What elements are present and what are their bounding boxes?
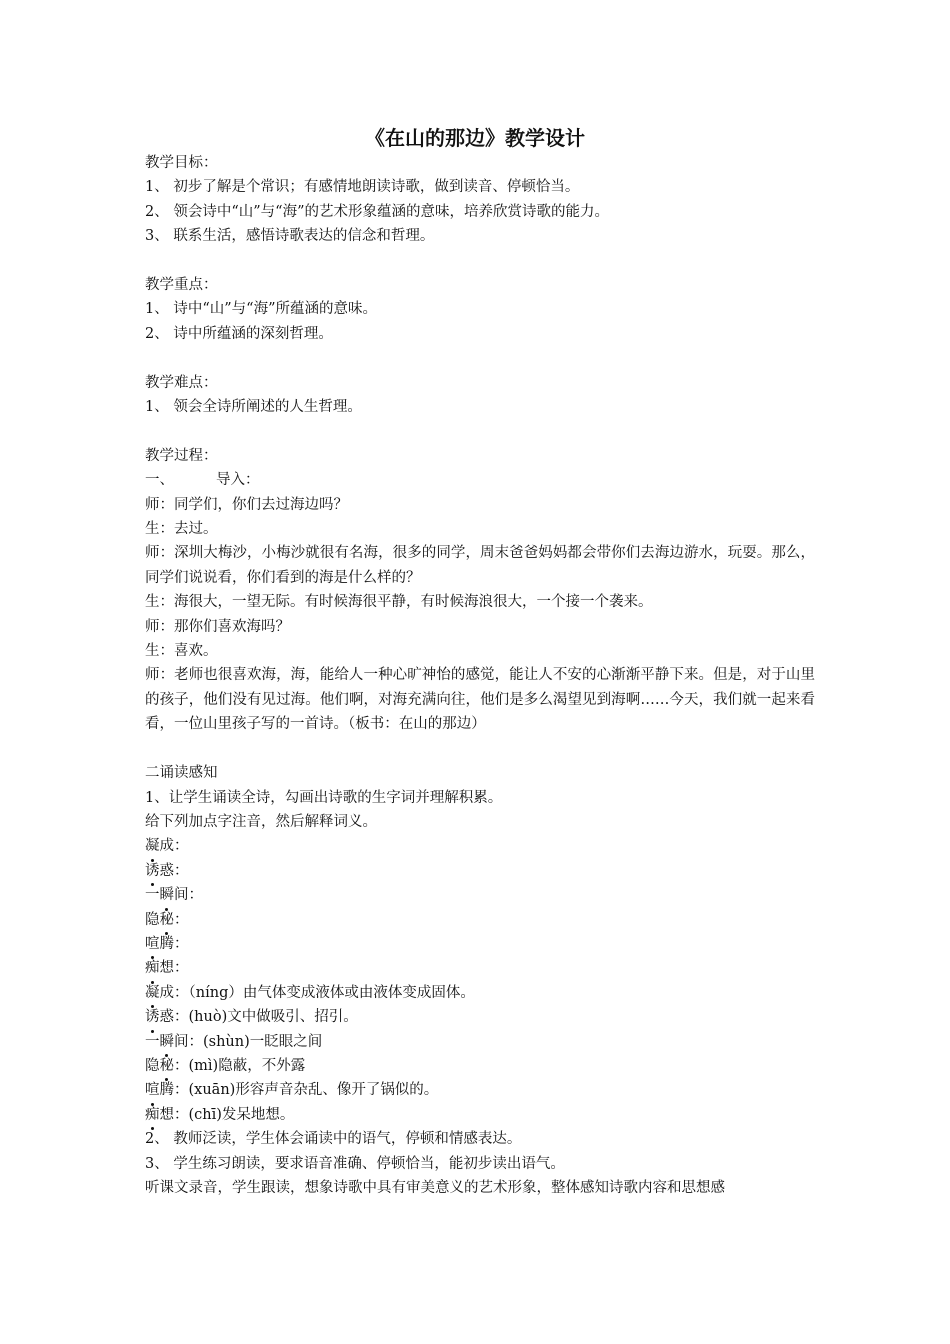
vocab-word: 一瞬间： (145, 883, 815, 907)
difficulties-heading: 教学难点： (145, 374, 218, 391)
reading-heading: 二诵读感知 (145, 765, 218, 782)
dialogue-line: 生：喜欢。 (145, 643, 218, 660)
dotted-char: 喧 (145, 1078, 160, 1102)
reading-step: 1、让学生诵读全诗，勾画出诗歌的生字词并理解积累。 (145, 789, 503, 806)
dotted-char: 秘 (160, 1054, 175, 1078)
answer-text: (mì)隐蔽，不外露 (188, 1057, 306, 1074)
answer-text: （níng）由气体变成液体或由液体变成固体。 (188, 984, 475, 1001)
dotted-char: 凝 (145, 834, 160, 858)
dotted-char: 秘 (160, 908, 175, 932)
vocab-answer: 喧腾：(xuān)形容声音杂乱、像开了锅似的。 (145, 1078, 815, 1102)
reading-step: 2、 教师泛读，学生体会诵读中的语气，停顿和情感表达。 (145, 1131, 522, 1148)
objective-item: 2、 领会诗中“山”与“海”的艺术形象蕴涵的意味，培养欣赏诗歌的能力。 (145, 203, 609, 220)
intro-number: 一、 (145, 472, 174, 489)
difficulty-item: 1、 领会全诗所阐述的人生哲理。 (145, 399, 362, 416)
blank-line (145, 737, 815, 761)
dialogue-line: 师：深圳大梅沙，小梅沙就很有名海，很多的同学，周末爸爸妈妈都会带你们去海边游水，玩耍。那么，同学们说说看，你们看到的海是什么样的？ (145, 545, 815, 586)
blank-line (145, 346, 815, 370)
objective-item: 1、 初步了解是个常识；有感情地朗读诗歌，做到读音、停顿恰当。 (145, 179, 580, 196)
vocab-answer: 隐秘：(mì)隐蔽，不外露 (145, 1054, 815, 1078)
key-point-item: 2、 诗中所蕴涵的深刻哲理。 (145, 325, 333, 342)
reading-instruction: 给下列加点字注音，然后解释词义。 (145, 813, 377, 830)
document-body (145, 151, 815, 1200)
answer-text: (xuān)形容声音杂乱、像开了锅似的。 (188, 1082, 439, 1099)
vocab-answer: 痴想：(chī)发呆地想。 (145, 1103, 815, 1127)
dialogue-line: 师：那你们喜欢海吗？ (145, 618, 290, 635)
blank-line (145, 249, 815, 273)
dotted-char: 瞬 (160, 883, 175, 907)
vocab-word: 诱惑： (145, 859, 815, 883)
vocab-word: 凝成： (145, 834, 815, 858)
key-points-heading: 教学重点： (145, 277, 218, 294)
objectives-heading: 教学目标： (145, 155, 218, 171)
intro-heading (145, 468, 815, 492)
objective-item: 3、 联系生活，感悟诗歌表达的信念和哲理。 (145, 228, 435, 245)
dotted-char: 诱 (145, 1005, 160, 1029)
vocab-word: 喧腾： (145, 932, 815, 956)
dotted-char: 痴 (145, 1103, 160, 1127)
key-point-item: 1、 诗中“山”与“海”所蕴涵的意味。 (145, 301, 377, 318)
vocab-answer: 凝成：（níng）由气体变成液体或由液体变成固体。 (145, 981, 815, 1005)
dialogue-line: 师：老师也很喜欢海，海，能给人一种心旷神怡的感觉，能让人不安的心渐渐平静下来。但是，对于山里的孩子，他们没有见过海。他们啊，对海充满向往，他们是多么渴望见到海啊……今天，我们就一起来看看，一位山里孩子写的一首诗。（板书：在山的那边） (145, 667, 815, 733)
dialogue-line: 师：同学们，你们去过海边吗？ (145, 496, 348, 513)
answer-text: (huò)文中做吸引、招引。 (188, 1009, 358, 1026)
dialogue-line: 生：海很大，一望无际。有时候海很平静，有时候海浪很大，一个接一个袭来。 (145, 594, 653, 611)
vocab-word: 隐秘： (145, 908, 815, 932)
dotted-char: 痴 (145, 956, 160, 980)
dotted-char: 诱 (145, 859, 160, 883)
vocab-answer: 诱惑：(huò)文中做吸引、招引。 (145, 1005, 815, 1029)
dotted-char: 喧 (145, 932, 160, 956)
vocab-answer: 一瞬间：(shùn)一眨眼之间 (145, 1030, 815, 1054)
reading-last-line: 听课文录音，学生跟读，想象诗歌中具有审美意义的艺术形象，整体感知诗歌内容和思想感 (145, 1180, 725, 1196)
intro-label: 导入： (216, 472, 260, 489)
vocab-word: 痴想： (145, 956, 815, 980)
blank-line (145, 419, 815, 443)
process-heading: 教学过程： (145, 447, 218, 464)
dialogue-line: 生：去过。 (145, 521, 218, 538)
dotted-char: 凝 (145, 981, 160, 1005)
answer-text: (shùn)一眨眼之间 (203, 1033, 323, 1050)
answer-text: (chī)发呆地想。 (188, 1106, 295, 1123)
reading-step: 3、 学生练习朗读，要求语音准确、停顿恰当，能初步读出语气。 (145, 1155, 565, 1172)
document-title: 《在山的那边》教学设计 (365, 126, 585, 150)
dotted-char: 瞬 (160, 1030, 175, 1054)
